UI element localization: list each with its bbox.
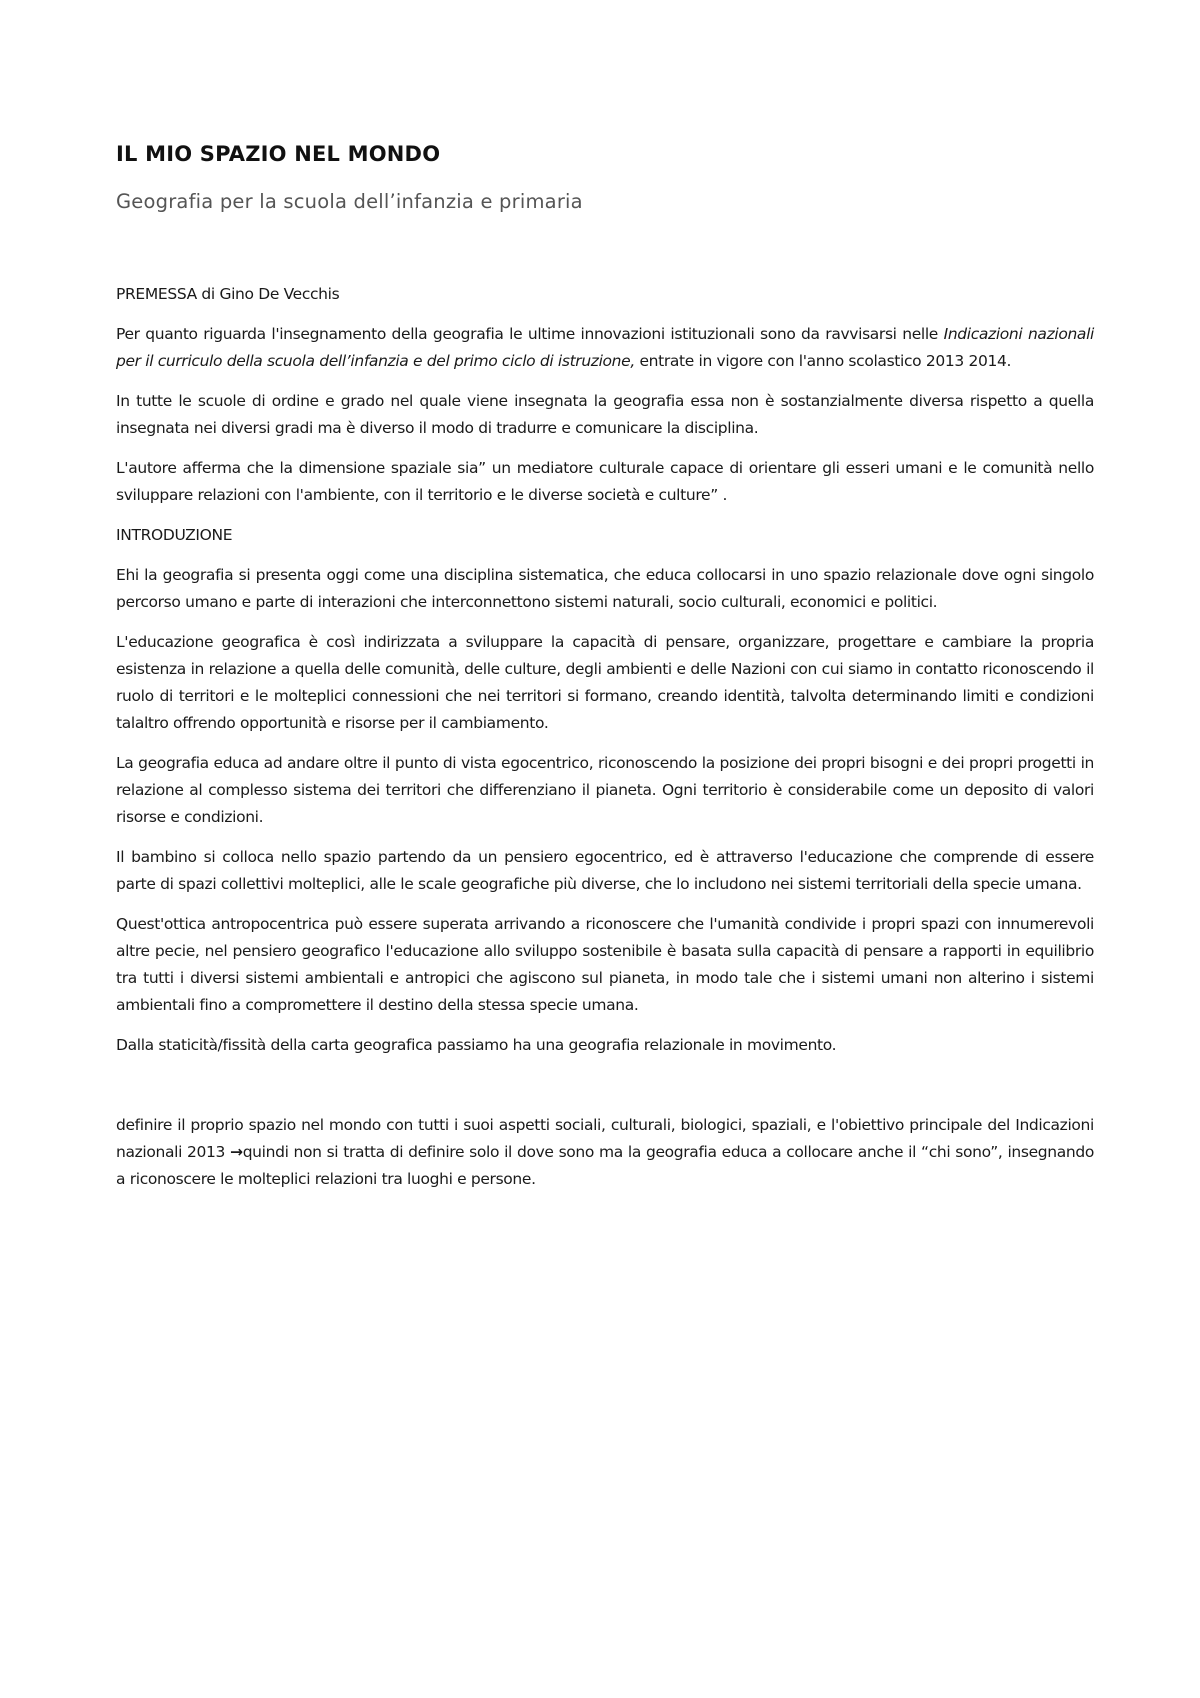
paragraph-staticita: Dalla staticità/fissità della carta geografica passiamo ha una geografia relazionale in movimento. [116, 1036, 837, 1054]
paragraph-text: Per quanto riguarda l'insegnamento della geografia le ultime innovazioni istituzionali sono da ravvisarsi nelle [116, 325, 944, 343]
document-title: IL MIO SPAZIO NEL MONDO [116, 142, 441, 166]
premessa-heading: PREMESSA di Gino De Vecchis [116, 285, 340, 303]
paragraph-scuole: In tutte le scuole di ordine e grado nel quale viene insegnata la geografia essa non è sostanzialmente diversa rispetto a quella insegnata nei diversi gradi ma è diverso il modo di tradurre e comunicare la disciplina. [116, 392, 1094, 437]
paragraph-educazione: L'educazione geografica è così indirizzata a sviluppare la capacità di pensare, organizzare, progettare e cambiare la propria esistenza in relazione a quella delle comunità, delle culture, degli ambienti e delle Nazioni con cui siamo in contatto riconoscendo il ruolo di territori e le molteplici connessioni che nei territori si formano, creando identità, talvolta determinando limiti e condizioni talaltro offrendo opportunità e risorse per il cambiamento. [116, 633, 1094, 732]
paragraph-premessa [116, 321, 1094, 375]
document-subtitle: Geografia per la scuola dell’infanzia e primaria [116, 190, 583, 213]
paragraph-disciplina: Ehi la geografia si presenta oggi come una disciplina sistematica, che educa collocarsi in uno spazio relazionale dove ogni singolo percorso umano e parte di interazioni che interconnettono sistemi naturali, socio culturali, economici e politici. [116, 566, 1094, 611]
paragraph-antropocentrica: Quest'ottica antropocentrica può essere superata arrivando a riconoscere che l'umanità condivide i propri spazi con innumerevoli altre pecie, nel pensiero geografico l'educazione allo sviluppo sostenibile è basata sulla capacità di pensare a rapporti in equilibrio tra tutti i diversi sistemi ambientali e antropici che agiscono sul pianeta, in modo tale che i sistemi umani non alterino i sistemi ambientali fino a compromettere il destino della stessa specie umana. [116, 915, 1094, 1014]
paragraph-egocentrico: La geografia educa ad andare oltre il punto di vista egocentrico, riconoscendo la posizione dei propri bisogni e dei propri progetti in relazione al complesso sistema dei territori che differenziano il pianeta. Ogni territorio è considerabile come un deposito di valori risorse e condizioni. [116, 754, 1094, 826]
introduzione-heading: INTRODUZIONE [116, 526, 233, 544]
italic-citation: Indicazioni nazionali per il curriculo della scuola dell’infanzia e del primo ciclo di istruzione, [116, 325, 1094, 370]
paragraph-text: quindi non si tratta di definire solo il dove sono ma la geografia educa a collocare anche il “chi sono”, insegnando a riconoscere le molteplici relazioni tra luoghi e persone. [116, 1143, 1095, 1188]
paragraph-autore: L'autore afferma che la dimensione spaziale sia” un mediatore culturale capace di orientare gli esseri umani e le comunità nello sviluppare relazioni con l'ambiente, con il territorio e le diverse società e culture” . [116, 459, 1094, 504]
right-arrow-icon: → [230, 1143, 243, 1161]
paragraph-definire [116, 1112, 1094, 1193]
paragraph-text: entrate in vigore con l'anno scolastico 2013 2014. [634, 352, 1012, 370]
paragraph-text: definire il proprio spazio nel mondo con tutti i suoi aspetti sociali, culturali, biologici, spaziali, e l'obiettivo principale del Indicazioni nazionali 2013 [116, 1116, 1094, 1161]
document-body [116, 281, 1094, 1206]
paragraph-bambino: Il bambino si colloca nello spazio partendo da un pensiero egocentrico, ed è attraverso l'educazione che comprende di essere parte di spazi collettivi molteplici, alle le scale geografiche più diverse, che lo includono nei sistemi territoriali della specie umana. [116, 848, 1094, 893]
